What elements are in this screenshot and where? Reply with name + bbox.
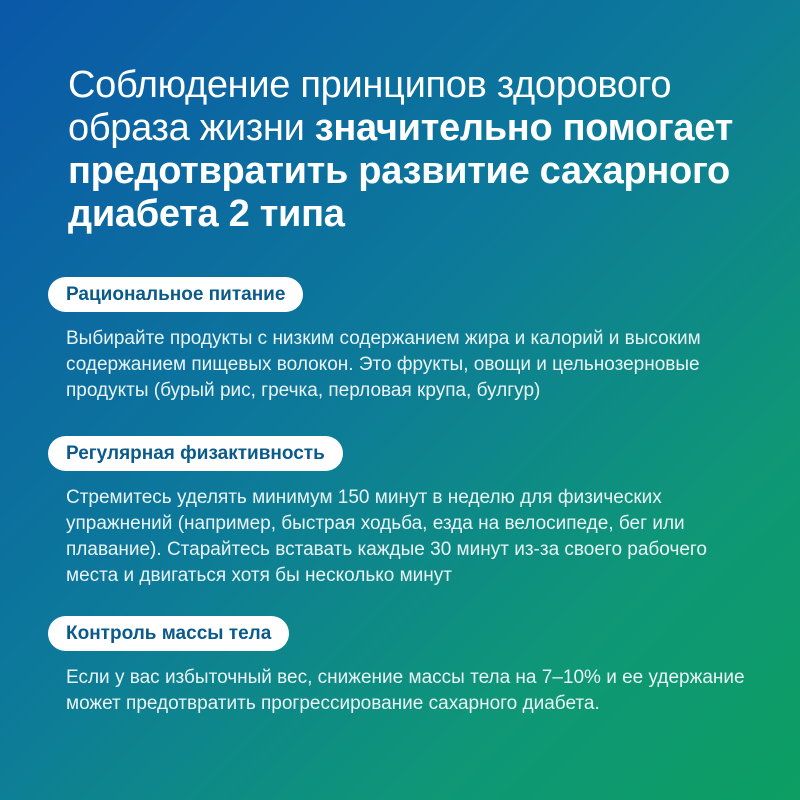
section-title-nutrition: Рациональное питание [48, 277, 303, 312]
headline-bold: значительно помогает предотвратить развитие сахарного диабета 2 типа [68, 107, 733, 235]
section-nutrition [48, 277, 748, 404]
section-title-weight: Контроль массы тела [48, 616, 289, 651]
section-activity [48, 436, 748, 589]
headline [68, 64, 748, 236]
headline-regular: Соблюдение принципов здорового образа жизни [68, 64, 672, 149]
section-text-weight: Если у вас избыточный вес, снижение массы тела на 7–10% и ее удержание может предотвратить прогрессирование сахарного диабета. [66, 667, 745, 714]
section-text-nutrition: Выбирайте продукты с низким содержанием жира и калорий и высоким содержанием пищевых волокон. Это фрукты, овощи и цельнозерновые продукты (бурый рис, гречка, перловая крупа, булгур) [66, 328, 701, 401]
section-weight [48, 616, 748, 717]
section-text-activity: Стремитесь уделять минимум 150 минут в неделю для физических упражнений (например, быстрая ходьба, езда на велосипеде, бег или плавание). Старайтесь вставать каждые 30 минут из-за своего рабочего места и двигаться хотя бы несколько минут [66, 487, 707, 586]
section-title-activity: Регулярная физактивность [48, 436, 343, 471]
